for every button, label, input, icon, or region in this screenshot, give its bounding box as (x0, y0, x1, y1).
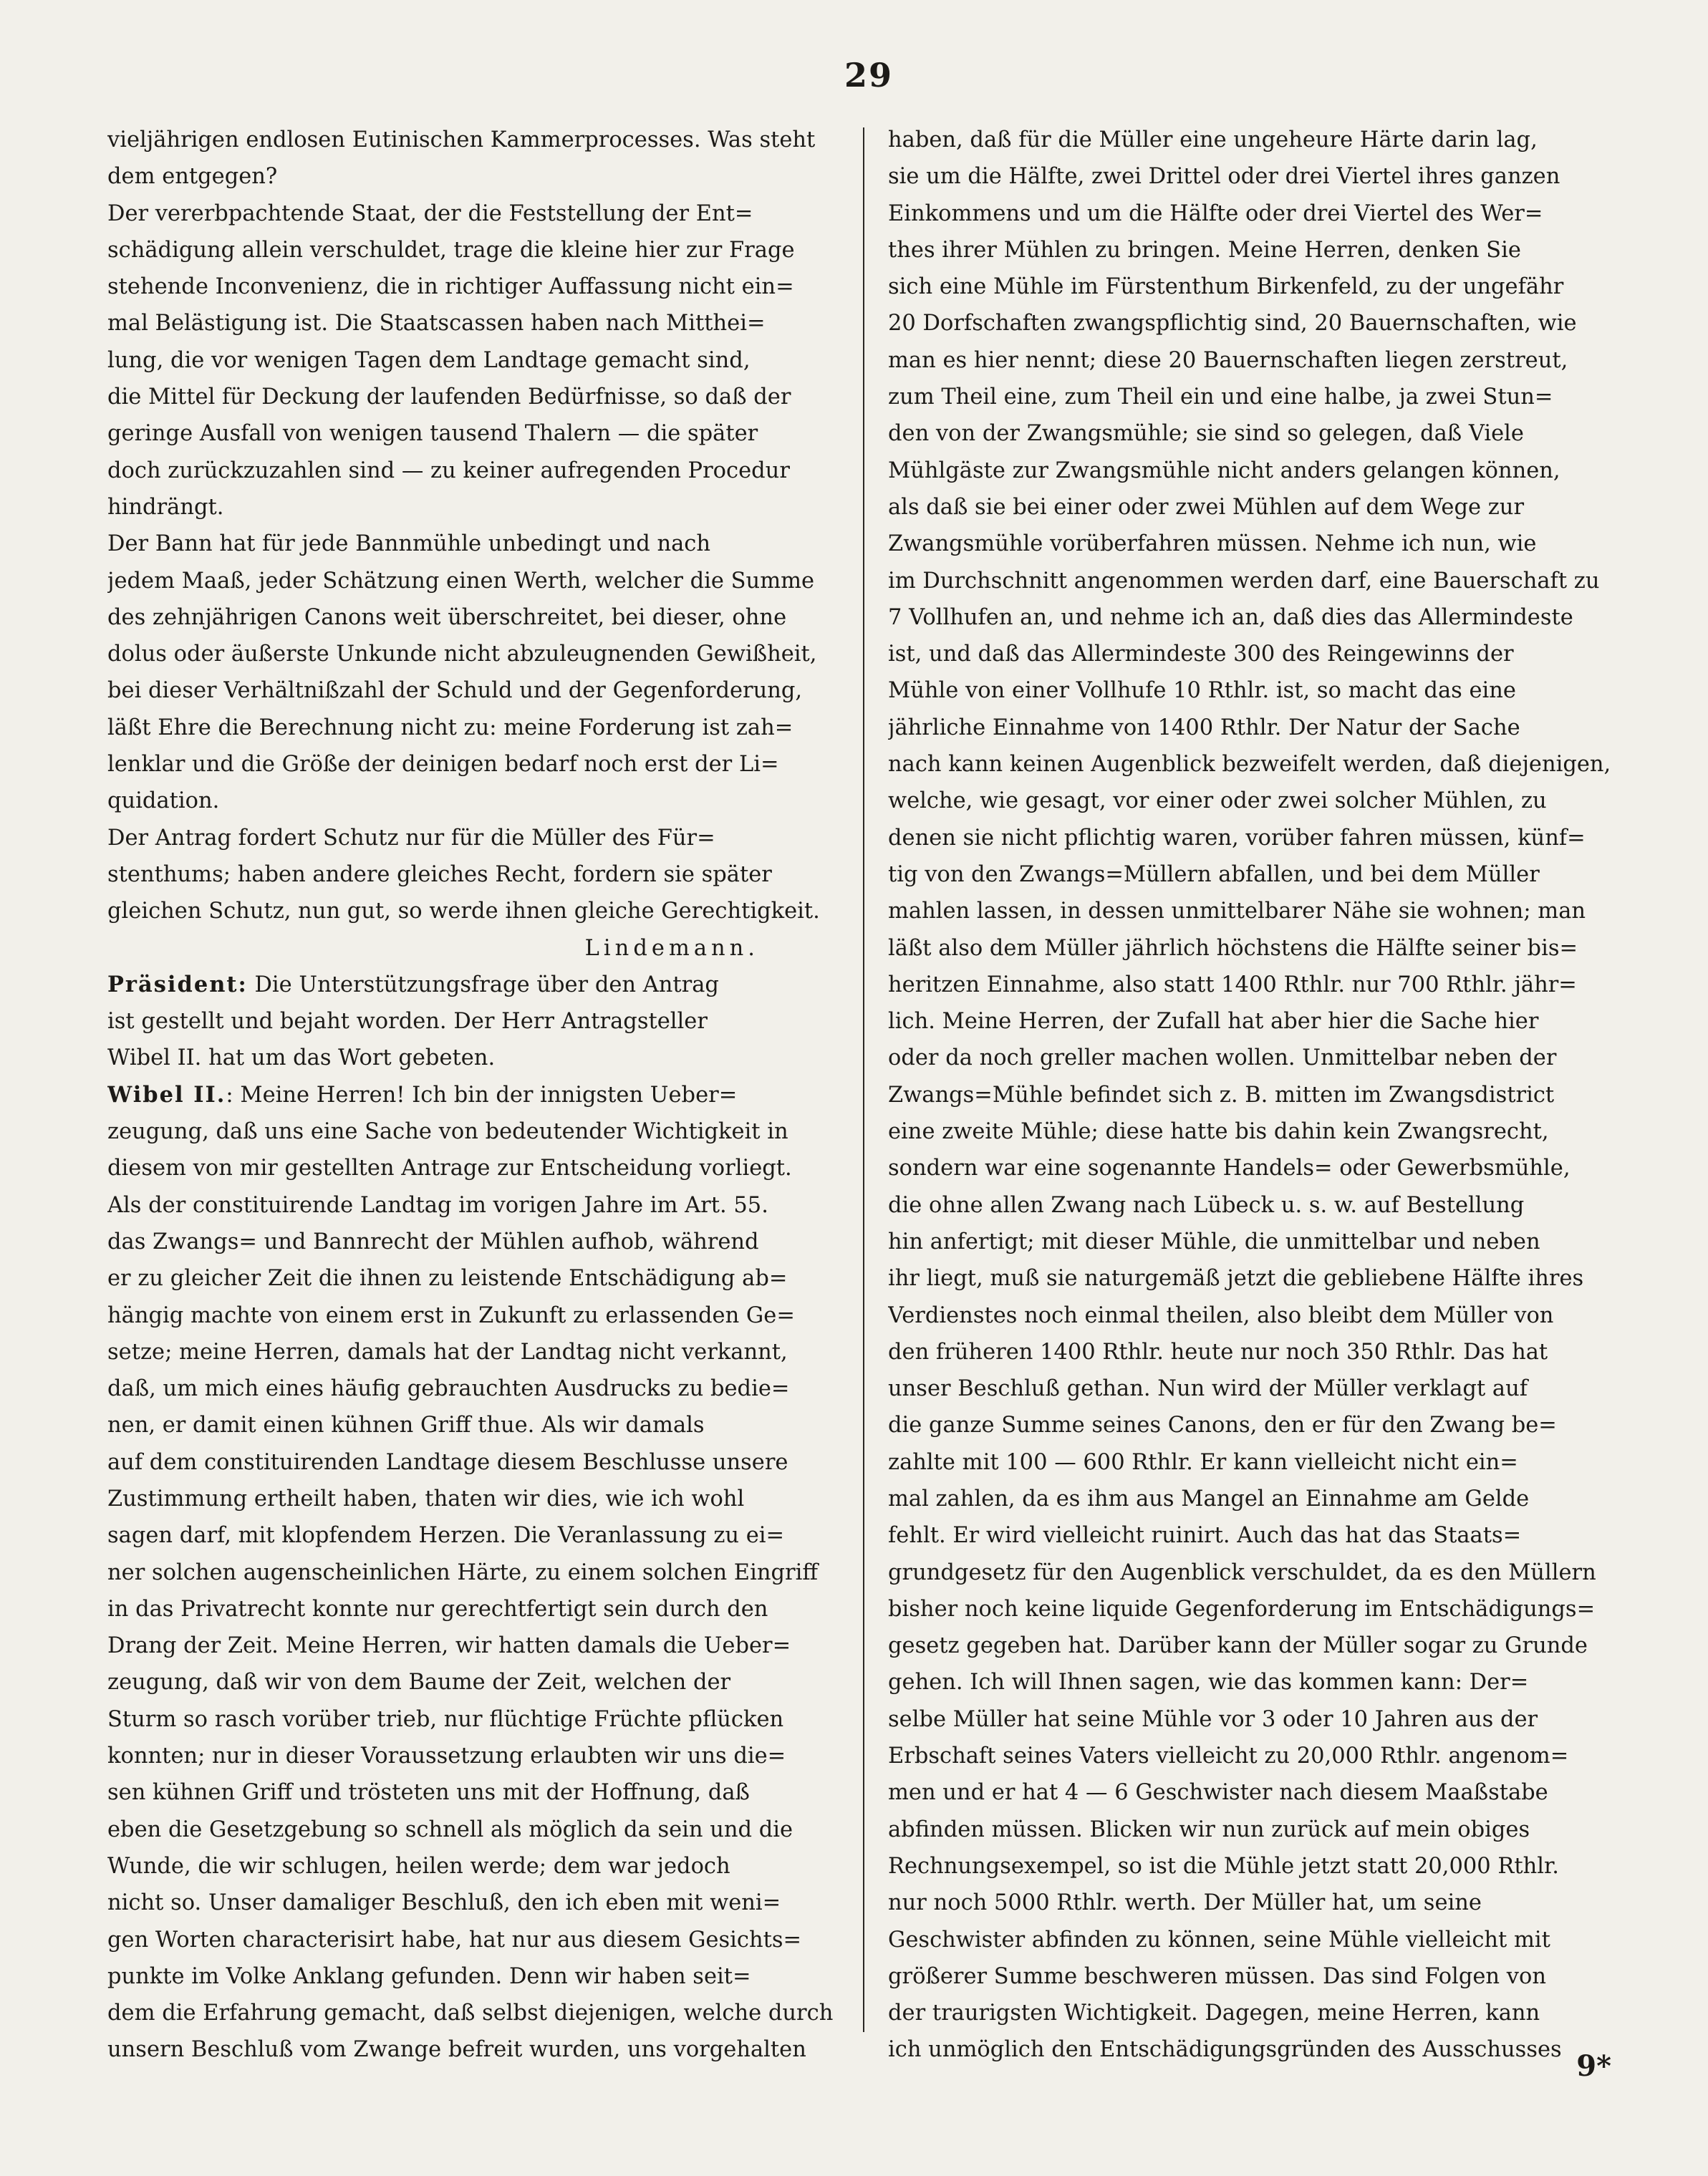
text-line: ist, und daß das Allermindeste 300 des Reingewinns der (888, 642, 1514, 667)
text-line: die ohne allen Zwang nach Lübeck u. s. w. auf Bestellung (888, 1192, 1525, 1218)
text-line: läßt Ehre die Berechnung nicht zu: meine Forderung ist zah= (107, 715, 793, 740)
speech-text: : Meine Herren! Ich bin der innigsten Ueber= (226, 1082, 738, 1108)
speaker-label: Präsident: (107, 971, 248, 997)
text-line: eben die Gesetzgebung so schnell als möglich da sein und die (107, 1817, 793, 1842)
text-line: die ganze Summe seines Canons, den er für den Zwang be= (888, 1413, 1557, 1438)
text-line: sich eine Mühle im Fürstenthum Birkenfeld, zu der ungefähr (888, 274, 1564, 300)
text-line: das Zwangs= und Bannrecht der Mühlen aufhob, während (107, 1229, 759, 1254)
text-line: gehen. Ich will Ihnen sagen, wie das kommen kann: Der= (888, 1670, 1529, 1696)
text-line: konnten; nur in dieser Voraussetzung erlaubten wir uns die= (107, 1744, 786, 1769)
text-line: des zehnjährigen Canons weit überschreitet, bei dieser, ohne (107, 604, 787, 630)
text-line: sen kühnen Griff und trösteten uns mit der Hoffnung, daß (107, 1780, 750, 1806)
text-line: nur noch 5000 Rthlr. werth. Der Müller hat, um seine (888, 1890, 1482, 1916)
text-line: Wibel II. hat um das Wort gebeten. (107, 1045, 496, 1071)
text-line: abfinden müssen. Blicken wir nun zurück auf mein obiges (888, 1817, 1530, 1842)
text-line: Mühlgäste zur Zwangsmühle nicht anders gelangen können, (888, 458, 1560, 483)
text-line: nach kann keinen Augenblick bezweifelt werden, daß diejenigen, (888, 752, 1611, 778)
text-line: dem die Erfahrung gemacht, daß selbst diejenigen, welche durch (107, 2001, 834, 2026)
text-line: unsern Beschluß vom Zwange befreit wurden, uns vorgehalten (107, 2037, 806, 2063)
text-line: Einkommens und um die Hälfte oder drei Viertel des Wer= (888, 200, 1543, 226)
text-line: men und er hat 4 — 6 Geschwister nach diesem Maaßstabe (888, 1780, 1548, 1806)
text-line: zeugung, daß uns eine Sache von bedeutender Wichtigkeit in (107, 1119, 788, 1145)
text-line: diesem von mir gestellten Antrage zur Entscheidung vorliegt. (107, 1156, 792, 1181)
text-line: gesetz gegeben hat. Darüber kann der Müller sogar zu Grunde (888, 1633, 1588, 1659)
text-line: bei dieser Verhältnißzahl der Schuld und der Gegenforderung, (107, 678, 803, 704)
text-line: haben, daß für die Müller eine ungeheure Härte darin lag, (888, 127, 1538, 153)
text-line: daß, um mich eines häufig gebrauchten Ausdrucks zu bedie= (107, 1376, 790, 1402)
text-line: setze; meine Herren, damals hat der Landtag nicht verkannt, (107, 1339, 788, 1365)
text-line: zeugung, daß wir von dem Baume der Zeit, welchen der (107, 1670, 731, 1696)
text-line: heritzen Einnahme, also statt 1400 Rthlr. nur 700 Rthlr. jähr= (888, 972, 1577, 997)
text-line: zahlte mit 100 — 600 Rthlr. Er kann vielleicht nicht ein= (888, 1449, 1518, 1475)
text-line: stehende Inconvenienz, die in richtiger Auffassung nicht ein= (107, 274, 794, 300)
text-line: ner solchen augenscheinlichen Härte, zu einem solchen Eingriff (107, 1560, 818, 1585)
text-line: Als der constituirende Landtag im vorigen Jahre im Art. 55. (107, 1192, 768, 1218)
text-line: fehlt. Er wird vielleicht ruinirt. Auch das hat das Staats= (888, 1523, 1522, 1549)
text-line: Zwangs=Mühle befindet sich z. B. mitten im Zwangsdistrict (888, 1082, 1555, 1108)
text-line: Zwangsmühle vorüberfahren müssen. Nehme ich nun, wie (888, 531, 1537, 557)
text-line: quidation. (107, 788, 220, 814)
text-line: ihr liegt, muß sie naturgemäß jetzt die gebliebene Hälfte ihres (888, 1266, 1584, 1292)
text-line: zum Theil eine, zum Theil ein und eine halbe, ja zwei Stun= (888, 385, 1553, 410)
text-line: Geschwister abfinden zu können, seine Mühle vielleicht mit (888, 1927, 1550, 1953)
text-line: ich unmöglich den Entschädigungsgründen des Ausschusses (888, 2037, 1562, 2063)
column-divider (863, 127, 864, 2032)
text-line: oder da noch greller machen wollen. Unmittelbar neben der (888, 1045, 1557, 1071)
text-line: nen, er damit einen kühnen Griff thue. Als wir damals (107, 1413, 705, 1438)
text-line: mahlen lassen, in dessen unmittelbarer Nähe sie wohnen; man (888, 899, 1586, 924)
text-line: in das Privatrecht konnte nur gerechtfertigt sein durch den (107, 1596, 768, 1622)
text-line: eine zweite Mühle; diese hatte bis dahin kein Zwangsrecht, (888, 1119, 1549, 1145)
text-line: Der vererbpachtende Staat, der die Feststellung der Ent= (107, 200, 753, 226)
text-line: dem entgegen? (107, 164, 278, 190)
text-line: doch zurückzuzahlen sind — zu keiner aufregenden Procedur (107, 458, 790, 483)
text-line (107, 1077, 867, 1113)
text-line: hängig machte von einem erst in Zukunft zu erlassenden Ge= (107, 1302, 795, 1328)
text-line: Rechnungsexempel, so ist die Mühle jetzt statt 20,000 Rthlr. (888, 1853, 1559, 1879)
text-line: nicht so. Unser damaliger Beschluß, den ich eben mit weni= (107, 1890, 781, 1916)
text-line: Der Antrag fordert Schutz nur für die Müller des Für= (107, 825, 715, 851)
text-line: geringe Ausfall von wenigen tausend Thalern — die später (107, 421, 758, 447)
text-line: den früheren 1400 Rthlr. heute nur noch 350 Rthlr. Das hat (888, 1339, 1548, 1365)
text-line: sagen darf, mit klopfendem Herzen. Die Veranlassung zu ei= (107, 1523, 785, 1549)
text-line: hin anfertigt; mit dieser Mühle, die unmittelbar und neben (888, 1229, 1540, 1254)
speaker-label: Wibel II. (107, 1081, 226, 1108)
text-line: bisher noch keine liquide Gegenforderung im Entschädigungs= (888, 1596, 1596, 1622)
text-line: lung, die vor wenigen Tagen dem Landtage gemacht sind, (107, 347, 751, 373)
text-line: thes ihrer Mühlen zu bringen. Meine Herren, denken Sie (888, 237, 1521, 263)
text-line: Drang der Zeit. Meine Herren, wir hatten damals die Ueber= (107, 1633, 791, 1659)
author-signature: Lindemann. (584, 935, 759, 961)
text-line: welche, wie gesagt, vor einer oder zwei solcher Mühlen, zu (888, 788, 1547, 814)
text-line: sondern war eine sogenannte Handels= oder Gewerbsmühle, (888, 1156, 1571, 1181)
text-line: lenklar und die Größe der deinigen bedarf noch erst der Li= (107, 752, 779, 778)
text-line: Sturm so rasch vorüber trieb, nur flüchtige Früchte pflücken (107, 1706, 784, 1732)
text-line: als daß sie bei einer oder zwei Mühlen auf dem Wege zur (888, 494, 1525, 520)
text-line: stenthums; haben andere gleiches Recht, fordern sie später (107, 861, 772, 887)
text-line: mal Belästigung ist. Die Staatscassen haben nach Mitthei= (107, 311, 766, 337)
text-line: denen sie nicht pflichtig waren, vorüber fahren müssen, künf= (888, 825, 1586, 851)
text-line: er zu gleicher Zeit die ihnen zu leistende Entschädigung ab= (107, 1266, 788, 1292)
text-line: ist gestellt und bejaht worden. Der Herr Antragsteller (107, 1009, 708, 1035)
text-line: unser Beschluß gethan. Nun wird der Müller verklagt auf (888, 1376, 1528, 1402)
text-line: grundgesetz für den Augenblick verschuldet, da es den Müllern (888, 1560, 1596, 1585)
text-line: Erbschaft seines Vaters vielleicht zu 20,000 Rthlr. angenom= (888, 1744, 1569, 1769)
text-line: selbe Müller hat seine Mühle vor 3 oder 10 Jahren aus der (888, 1706, 1538, 1732)
speech-text: Die Unterstützungsfrage über den Antrag (247, 972, 719, 997)
text-line: 7 Vollhufen an, und nehme ich an, daß dies das Allermindeste (888, 604, 1573, 630)
text-line: punkte im Volke Anklang gefunden. Denn wir haben seit= (107, 1963, 751, 1989)
text-line: dolus oder äußerste Unkunde nicht abzuleugnenden Gewißheit, (107, 642, 817, 667)
page-number: 29 (844, 56, 893, 95)
left-column (107, 122, 867, 2069)
text-line: Verdienstes noch einmal theilen, also bleibt dem Müller von (888, 1302, 1554, 1328)
text-line: jährliche Einnahme von 1400 Rthlr. Der Natur der Sache (888, 715, 1520, 740)
text-line: hindrängt. (107, 494, 224, 520)
text-line: Der Bann hat für jede Bannmühle unbedingt und nach (107, 531, 711, 557)
text-line: den von der Zwangsmühle; sie sind so gelegen, daß Viele (888, 421, 1524, 447)
text-line: schädigung allein verschuldet, trage die kleine hier zur Frage (107, 237, 795, 263)
text-line: die Mittel für Deckung der laufenden Bedürfnisse, so daß der (107, 385, 791, 410)
text-line (107, 967, 867, 1003)
text-line: 20 Dorfschaften zwangspflichtig sind, 20 Bauernschaften, wie (888, 311, 1577, 337)
right-column (888, 122, 1640, 2069)
text-line: tig von den Zwangs=Müllern abfallen, und bei dem Müller (888, 861, 1540, 887)
text-line: Zustimmung ertheilt haben, thaten wir dies, wie ich wohl (107, 1486, 745, 1512)
text-line: größerer Summe beschweren müssen. Das sind Folgen von (888, 1963, 1546, 1989)
text-line: Wunde, die wir schlugen, heilen werde; dem war jedoch (107, 1853, 730, 1879)
text-line: auf dem constituirenden Landtage diesem Beschlusse unsere (107, 1449, 788, 1475)
text-line: läßt also dem Müller jährlich höchstens die Hälfte seiner bis= (888, 935, 1578, 961)
text-line: Mühle von einer Vollhufe 10 Rthlr. ist, so macht das eine (888, 678, 1516, 704)
text-line: vieljährigen endlosen Eutinischen Kammerprocesses. Was steht (107, 127, 816, 153)
text-line: der traurigsten Wichtigkeit. Dagegen, meine Herren, kann (888, 2001, 1540, 2026)
text-line: gen Worten characterisirt habe, hat nur aus diesem Gesichts= (107, 1927, 802, 1953)
signature-mark: 9* (1576, 2049, 1611, 2083)
text-line: sie um die Hälfte, zwei Drittel oder drei Viertel ihres ganzen (888, 164, 1560, 190)
text-line: lich. Meine Herren, der Zufall hat aber hier die Sache hier (888, 1009, 1539, 1035)
text-line: jedem Maaß, jeder Schätzung einen Werth, welcher die Summe (107, 568, 815, 594)
text-line: im Durchschnitt angenommen werden darf, eine Bauerschaft zu (888, 568, 1600, 594)
text-line: man es hier nennt; diese 20 Bauernschaften liegen zerstreut, (888, 347, 1568, 373)
text-line: mal zahlen, da es ihm aus Mangel an Einnahme am Gelde (888, 1486, 1530, 1512)
text-line: gleichen Schutz, nun gut, so werde ihnen gleiche Gerechtigkeit. (107, 899, 820, 924)
